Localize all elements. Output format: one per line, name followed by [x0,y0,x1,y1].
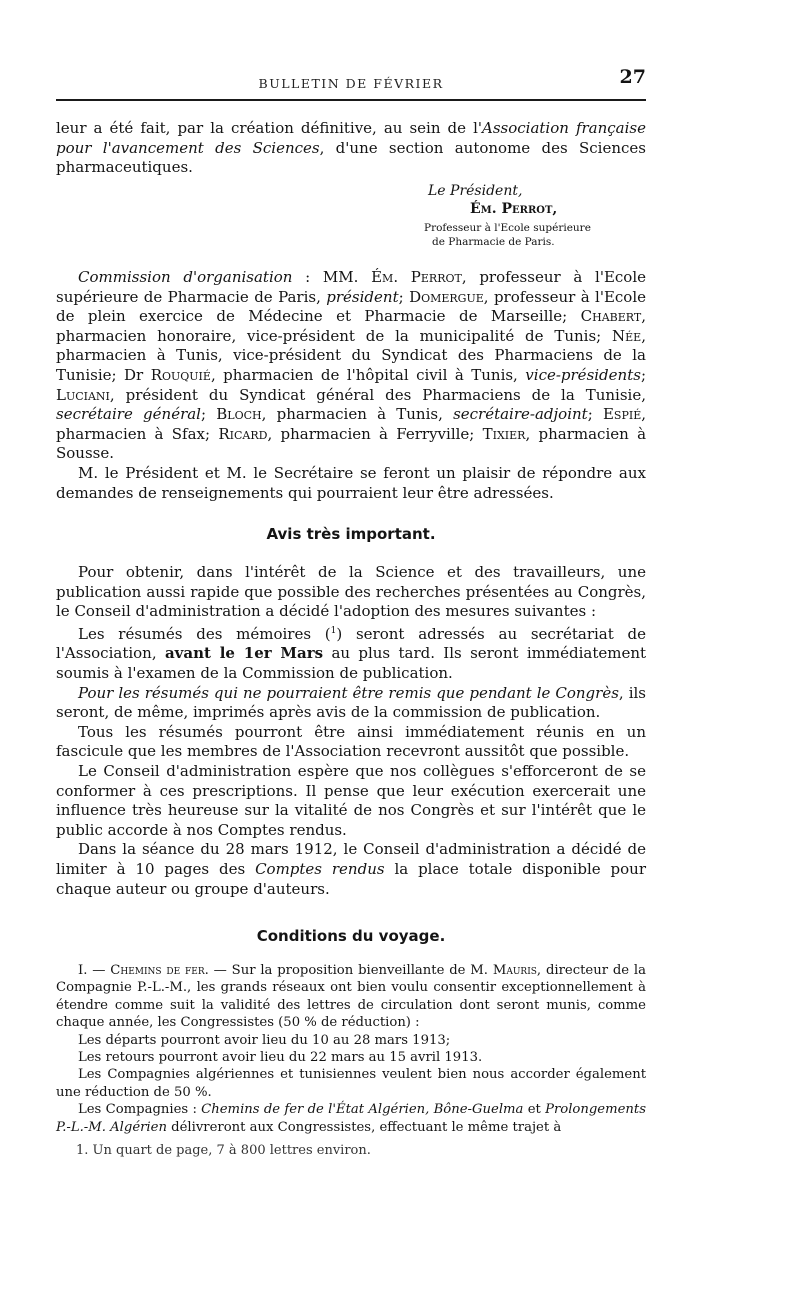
avis-section [56,563,646,899]
avis-heading: Avis très important. [266,525,436,543]
conditions-text: délivreront aux Congressistes, effectuant le même trajet à [166,1119,562,1135]
conditions-paragraph: Les Compagnies algériennes et tunisiennes veulent bien nous accorder également une réduction de 50 %. [56,1067,646,1100]
avis-paragraph [56,622,646,684]
commission-text: , professeur à l'Ecole de plein exercice de Médecine et Pharmacie de Marseille; [56,287,647,326]
company-names: Prolongements P.-L.-M. Algérien [56,1102,646,1135]
intro-text: leur a été fait, par la création définitive, au sein de l' [56,119,482,137]
avis-text: , ils seront, de même, imprimés après avis de la commission de publication. [56,683,646,722]
commission-text: , président du Syndicat général des Pharmaciens de la Tunisie, [109,385,646,404]
member-name: Ém. Perrot [371,268,462,286]
footnote-marker: 1 [330,625,337,636]
deadline: avant le 1er Mars [164,644,324,663]
member-name: Née [612,326,642,345]
commission-text: ; [587,405,603,424]
avis-text: ) seront adressés au secrétariat de l'Association, [56,624,647,663]
member-name: Espié [602,405,642,424]
signature-name: Ém. Perrot, [470,201,558,217]
signature-block [424,182,664,249]
page-number: 27 [619,66,646,88]
member-name: Luciani [56,385,110,404]
commission-text: , pharmacien à Tunis, [261,405,454,424]
member-name: Rouquié [150,365,211,384]
member-role: vice-présidents [525,365,641,384]
member-name: Bloch [216,405,262,424]
page-header [56,66,646,96]
commission-text: , professeur à l'Ecole supérieure de Pharmacie de Paris, [56,268,646,306]
conditions-paragraph: Les retours pourront avoir lieu du 22 mars au 15 avril 1913. [78,1050,483,1066]
conditions-text: et [523,1102,546,1118]
commission-text: ; [640,365,646,384]
notice-text: M. le Président et M. le Secrétaire se feront un plaisir de répondre aux demandes de renseignements qui pourraient leur être adressées. [56,464,646,502]
signature-role: Le Président, [428,183,523,199]
avis-emphasis: Pour les résumés qui ne pourraient être remis que pendant le Congrès [78,683,619,702]
intro-paragraph [56,119,646,178]
conditions-text: Les Compagnies : [78,1102,202,1118]
signature-affiliation-2: de Pharmacie de Paris. [432,236,555,248]
commission-text: , pharmacien honoraire, vice-président de la municipalité de Tunis; [56,307,646,345]
avis-text: au plus tard. Ils seront immédiatement soumis à l'examen de la Commission de publication. [56,644,647,682]
commission-text: : MM. [292,268,372,286]
conditions-heading: Conditions du voyage. [256,927,446,945]
member-role: secrétaire-adjoint [453,405,588,424]
footnote: 1. Un quart de page, 7 à 800 lettres environ. [76,1143,371,1158]
avis-text: la place totale disponible pour chaque auteur ou groupe d'auteurs. [56,859,646,898]
avis-paragraph [56,840,646,899]
conditions-text: — Sur la proposition bienveillante de M. [208,963,493,978]
conditions-section [56,962,646,1136]
commission-text: ; [200,405,217,424]
commission-paragraph [56,268,646,464]
conditions-paragraph: Les départs pourront avoir lieu du 10 au 28 mars 1913; [78,1032,451,1048]
member-role: secrétaire général [56,405,201,424]
running-title: BULLETIN DE FÉVRIER [258,76,444,91]
conditions-text: , directeur de la Compagnie P.-L.-M., les grands réseaux ont bien voulu consentir exceptionnellement à étendre comme suit la validité des lettres de circulation dont seront munis, comme chaque année, les Congressistes (50 % de réduction) : [56,963,646,1031]
section-title: Chemins de fer. [110,963,209,978]
commission-text: , pharmacien à Ferryville; [267,424,483,443]
conditions-paragraph [56,1101,646,1136]
section-number: I. — [78,963,111,978]
avis-text: Les résumés des mémoires ( [78,624,331,643]
commission-text: , pharmacien à Sousse. [56,424,647,463]
commission-text: , pharmacien de l'hôpital civil à Tunis, [210,365,526,384]
member-name: Chabert [580,307,642,326]
company-names: Chemins de fer de l'État Algérien, Bône-Guelma [201,1102,524,1118]
commission-text: , pharmacien à Sfax; [56,405,647,443]
commission-text: ; [398,287,410,306]
conditions-paragraph [56,962,646,1032]
avis-paragraph: Tous les résumés pourront être ainsi immédiatement réunis en un fascicule que les membres de l'Association recevront aussitôt que possible. [56,722,646,761]
association-name: Association française pour l'avancement des Sciences [56,119,646,157]
commission-label: Commission d'organisation [78,268,293,286]
member-name: Tixier [482,424,526,443]
avis-emphasis: Comptes rendus [255,859,385,878]
avis-paragraph: Le Conseil d'administration espère que nos collègues s'efforceront de se conformer à ces prescriptions. Il pense que leur exécution exercerait une influence très heureuse sur la vitalité de nos Congrès et sur l'intérêt que le public accorde à nos Comptes rendus. [56,761,646,839]
avis-paragraph: Pour obtenir, dans l'intérêt de la Science et des travailleurs, une publication aussi rapide que possible des recherches présentées au Congrès, le Conseil d'administration a décidé l'adoption des mesures suivantes : [56,563,646,621]
member-role: président [326,287,399,306]
member-name: Ricard [218,424,268,443]
page [56,0,646,1296]
signature-affiliation: Professeur à l'Ecole supérieure [424,222,591,234]
intro-text-end: , d'une section autonome des Sciences pharmaceutiques. [56,138,646,177]
person-name: Mauris [492,963,537,978]
member-name: Domergue [409,287,484,306]
notice-paragraph [56,464,646,503]
header-rule [56,99,646,101]
avis-paragraph [56,684,646,723]
commission-text: , pharmacien à Tunis, vice-président du Syndicat des Pharmaciens de la Tunisie; Dr [56,326,646,384]
avis-text: Dans la séance du 28 mars 1912, le Conseil d'administration a décidé de limiter à 10 pages des [56,840,646,878]
